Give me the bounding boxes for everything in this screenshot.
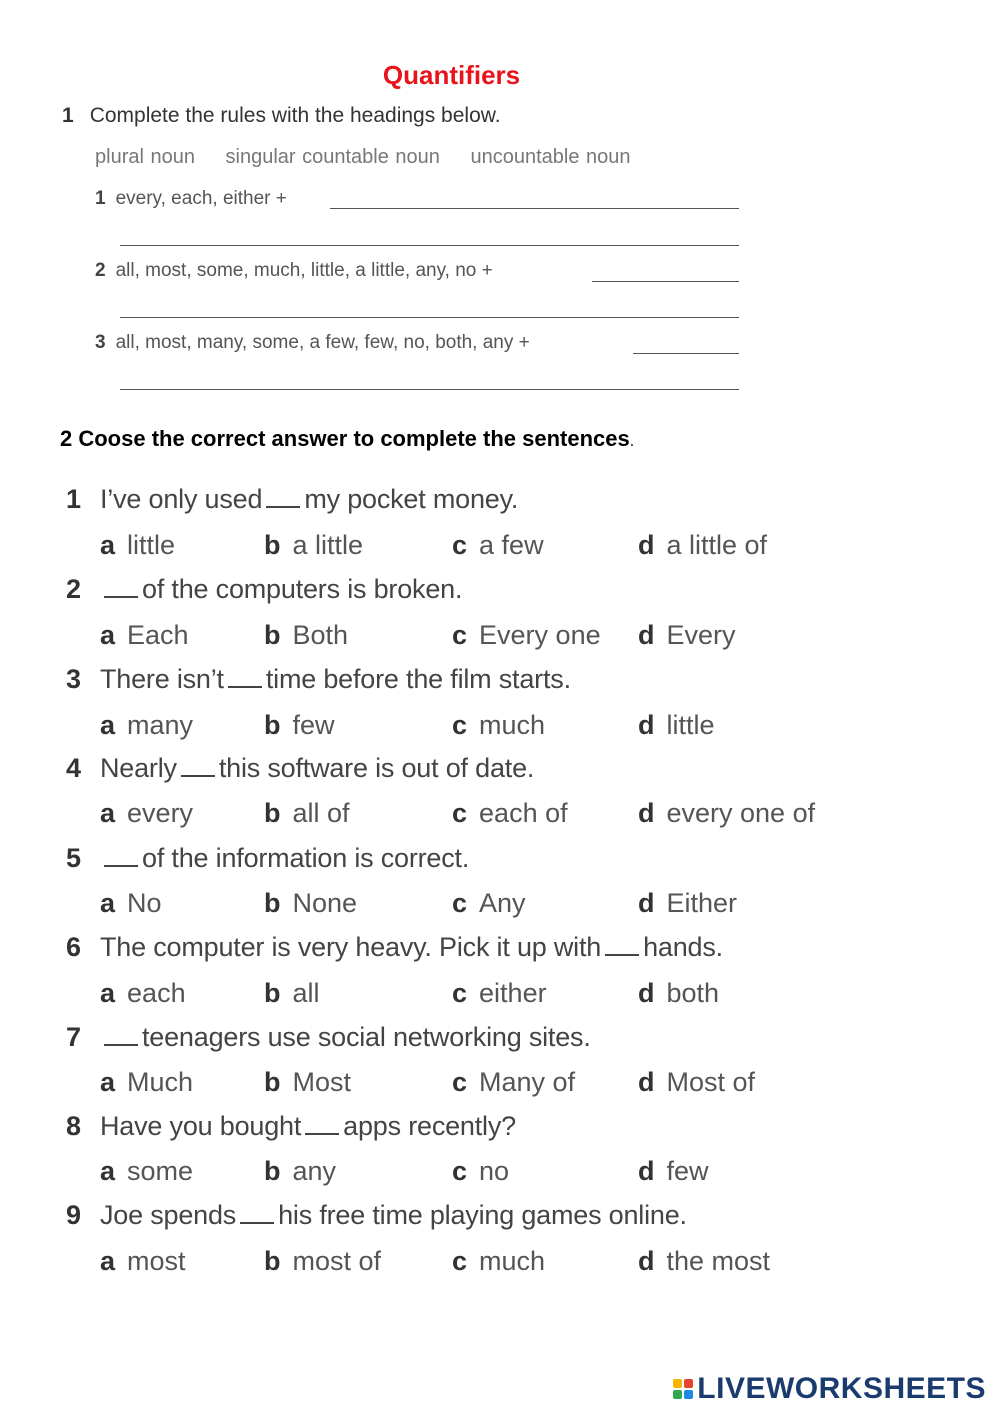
option-5-a[interactable] <box>100 888 162 919</box>
option-letter: c <box>452 1067 468 1097</box>
exercise1-instruction <box>62 104 501 128</box>
option-text: each of <box>479 798 568 828</box>
question-text-before: The computer is very heavy. Pick it up with <box>100 932 602 962</box>
option-letter: c <box>452 1246 468 1276</box>
option-text: Every one <box>479 620 601 650</box>
option-5-c[interactable] <box>452 888 526 919</box>
option-text: few <box>666 1156 709 1186</box>
option-4-d[interactable] <box>638 798 815 829</box>
question-number: 2 <box>66 574 81 604</box>
option-2-c[interactable] <box>452 620 601 651</box>
option-text: a little of <box>666 530 768 560</box>
option-text: few <box>292 710 335 740</box>
option-letter: b <box>264 1067 281 1097</box>
option-text: Much <box>127 1067 194 1097</box>
rule-3-answer-line[interactable] <box>633 353 739 354</box>
option-text: either <box>479 978 547 1008</box>
option-9-a[interactable] <box>100 1246 186 1277</box>
rule-3-answer-line-2[interactable] <box>120 389 739 390</box>
option-letter: c <box>452 530 468 560</box>
option-letter: b <box>264 1156 281 1186</box>
question-number: 7 <box>66 1022 81 1052</box>
option-text: Both <box>292 620 349 650</box>
option-letter: c <box>452 620 468 650</box>
option-3-c[interactable] <box>452 710 545 741</box>
rule-2-answer-line-2[interactable] <box>120 317 739 318</box>
question-text-after: his free time playing games online. <box>278 1200 687 1230</box>
logo-square <box>684 1390 693 1399</box>
heading-uncountable-noun: uncountable noun <box>470 146 631 168</box>
option-letter: a <box>100 1246 116 1276</box>
rule-1-answer-line[interactable] <box>330 208 739 209</box>
rule-text: all, most, some, much, little, a little, any, no + <box>115 260 493 281</box>
option-letter: a <box>100 1156 116 1186</box>
option-letter: c <box>452 798 468 828</box>
option-letter: a <box>100 888 116 918</box>
option-letter: d <box>638 1156 655 1186</box>
question-text-after: apps recently? <box>343 1111 516 1141</box>
option-8-c[interactable] <box>452 1156 509 1187</box>
option-text: Most <box>292 1067 352 1097</box>
question-text-after: my pocket money. <box>304 484 519 514</box>
option-text: every one of <box>666 798 816 828</box>
option-text: Any <box>479 888 526 918</box>
option-text: Many of <box>479 1067 576 1097</box>
option-letter: d <box>638 1067 655 1097</box>
option-8-a[interactable] <box>100 1156 193 1187</box>
option-8-d[interactable] <box>638 1156 709 1187</box>
option-3-a[interactable] <box>100 710 193 741</box>
rule-number: 2 <box>95 260 106 281</box>
option-6-b[interactable] <box>264 978 320 1009</box>
option-4-b[interactable] <box>264 798 350 829</box>
option-2-a[interactable] <box>100 620 189 651</box>
option-letter: d <box>638 978 655 1008</box>
option-text: a little <box>292 530 364 560</box>
rule-number: 1 <box>95 188 106 209</box>
question-3 <box>66 664 571 695</box>
option-text: Either <box>666 888 738 918</box>
option-letter: d <box>638 888 655 918</box>
rule-number: 3 <box>95 332 106 353</box>
exercise2-heading-end: . <box>629 433 635 450</box>
option-letter: c <box>452 888 468 918</box>
option-6-d[interactable] <box>638 978 719 1009</box>
option-text: any <box>292 1156 337 1186</box>
question-6 <box>66 932 723 963</box>
option-letter: b <box>264 798 281 828</box>
option-text: No <box>127 888 162 918</box>
option-letter: d <box>638 710 655 740</box>
option-letter: a <box>100 620 116 650</box>
liveworksheets-logo <box>673 1372 986 1406</box>
option-text: all of <box>292 798 350 828</box>
question-text-after: of the computers is broken. <box>142 574 463 604</box>
question-9 <box>66 1200 687 1231</box>
option-7-c[interactable] <box>452 1067 575 1098</box>
rule-2-answer-line[interactable] <box>592 281 739 282</box>
rule-text: every, each, either + <box>115 188 287 209</box>
option-2-b[interactable] <box>264 620 348 651</box>
exercise2-heading <box>60 426 634 452</box>
question-7 <box>66 1022 591 1053</box>
option-9-b[interactable] <box>264 1246 381 1277</box>
option-letter: b <box>264 978 281 1008</box>
question-text-before: There isn’t <box>100 664 224 694</box>
option-text: the most <box>666 1246 771 1276</box>
rule-1-answer-line-2[interactable] <box>120 245 739 246</box>
option-9-d[interactable] <box>638 1246 770 1277</box>
option-letter: a <box>100 978 116 1008</box>
rule-3 <box>95 332 530 354</box>
exercise1-instruction-text: Complete the rules with the headings below. <box>89 104 501 127</box>
question-text-after: hands. <box>643 932 723 962</box>
answer-gap[interactable] <box>240 1220 274 1224</box>
answer-gap[interactable] <box>104 594 138 598</box>
question-2 <box>66 574 462 605</box>
question-text-after: time before the film starts. <box>265 664 571 694</box>
option-text: much <box>479 1246 546 1276</box>
option-2-d[interactable] <box>638 620 736 651</box>
rule-2 <box>95 260 493 282</box>
option-text: a few <box>479 530 544 560</box>
option-letter: d <box>638 1246 655 1276</box>
option-text: each <box>127 978 186 1008</box>
option-letter: c <box>452 1156 468 1186</box>
option-text: Every <box>666 620 736 650</box>
option-text: both <box>666 978 720 1008</box>
answer-gap[interactable] <box>181 773 215 777</box>
question-1 <box>66 484 518 515</box>
option-letter: b <box>264 1246 281 1276</box>
option-text: many <box>127 710 194 740</box>
option-8-b[interactable] <box>264 1156 336 1187</box>
option-letter: c <box>452 710 468 740</box>
option-letter: a <box>100 798 116 828</box>
question-text-before: Nearly <box>100 753 177 783</box>
option-6-a[interactable] <box>100 978 186 1009</box>
rule-1 <box>95 188 287 210</box>
question-text-after: of the information is correct. <box>142 843 470 873</box>
option-1-b[interactable] <box>264 530 363 561</box>
answer-gap[interactable] <box>104 863 138 867</box>
question-number: 4 <box>66 753 81 783</box>
option-text: None <box>292 888 358 918</box>
headings-list <box>95 146 655 169</box>
answer-gap[interactable] <box>104 1042 138 1046</box>
answer-gap[interactable] <box>305 1131 339 1135</box>
option-letter: d <box>638 530 655 560</box>
logo-square <box>684 1379 693 1388</box>
option-1-a[interactable] <box>100 530 175 561</box>
option-text: little <box>666 710 715 740</box>
option-text: much <box>479 710 546 740</box>
question-number: 8 <box>66 1111 81 1141</box>
option-text: every <box>127 798 194 828</box>
option-text: some <box>127 1156 194 1186</box>
question-number: 9 <box>66 1200 81 1230</box>
option-text: no <box>479 1156 510 1186</box>
question-5 <box>66 843 469 874</box>
option-7-d[interactable] <box>638 1067 755 1098</box>
option-4-a[interactable] <box>100 798 193 829</box>
option-4-c[interactable] <box>452 798 568 829</box>
liveworksheets-logo-icon <box>673 1379 693 1399</box>
option-text: most <box>127 1246 186 1276</box>
logo-text: LIVEWORKSHEETS <box>697 1372 986 1405</box>
option-text: all <box>292 978 320 1008</box>
option-letter: d <box>638 798 655 828</box>
option-text: most of <box>292 1246 382 1276</box>
option-3-b[interactable] <box>264 710 335 741</box>
question-number: 1 <box>66 484 81 514</box>
option-7-b[interactable] <box>264 1067 351 1098</box>
question-number: 3 <box>66 664 81 694</box>
answer-gap[interactable] <box>266 504 300 508</box>
option-text: Most of <box>666 1067 756 1097</box>
option-text: little <box>127 530 176 560</box>
question-4 <box>66 753 534 784</box>
option-5-d[interactable] <box>638 888 737 919</box>
question-number: 5 <box>66 843 81 873</box>
question-8 <box>66 1111 516 1142</box>
option-letter: a <box>100 530 116 560</box>
exercise1-number: 1 <box>62 104 74 127</box>
question-text-after: this software is out of date. <box>218 753 535 783</box>
option-letter: c <box>452 978 468 1008</box>
question-text-before: Joe spends <box>100 1200 237 1230</box>
option-7-a[interactable] <box>100 1067 193 1098</box>
answer-gap[interactable] <box>605 952 639 956</box>
option-letter: a <box>100 1067 116 1097</box>
option-letter: d <box>638 620 655 650</box>
option-1-c[interactable] <box>452 530 544 561</box>
option-1-d[interactable] <box>638 530 767 561</box>
option-letter: a <box>100 710 116 740</box>
logo-square <box>673 1379 682 1388</box>
option-3-d[interactable] <box>638 710 715 741</box>
page-title: Quantifiers <box>382 60 521 90</box>
option-letter: b <box>264 888 281 918</box>
question-number: 6 <box>66 932 81 962</box>
option-letter: b <box>264 710 281 740</box>
exercise2-heading-text: 2 Coose the correct answer to complete the sentences <box>60 426 630 451</box>
option-letter: b <box>264 530 281 560</box>
option-9-c[interactable] <box>452 1246 545 1277</box>
question-text-before: Have you bought <box>100 1111 302 1141</box>
question-text-after: teenagers use social networking sites. <box>142 1022 591 1052</box>
option-5-b[interactable] <box>264 888 357 919</box>
answer-gap[interactable] <box>228 684 262 688</box>
option-6-c[interactable] <box>452 978 547 1009</box>
question-text-before: I’ve only used <box>100 484 263 514</box>
logo-square <box>673 1390 682 1399</box>
rule-text: all, most, many, some, a few, few, no, both, any + <box>115 332 530 353</box>
heading-singular-countable-noun: singular countable noun <box>225 146 440 168</box>
option-letter: b <box>264 620 281 650</box>
heading-plural-noun: plural noun <box>95 146 195 168</box>
option-text: Each <box>127 620 189 650</box>
